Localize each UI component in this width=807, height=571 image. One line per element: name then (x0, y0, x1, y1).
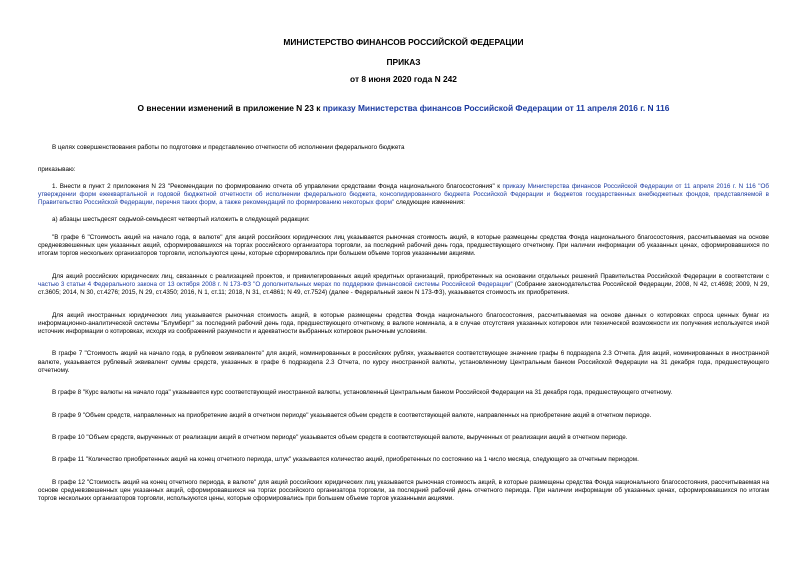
paragraph-projects-text: Для акций российских юридических лиц, связанных с реализацией проектов, и привилегированных акций кредитных организаций, приобретенных на основании отдельных решений Правительства Российской Федерации в соответствии с (52, 272, 769, 280)
paragraph-projects-tail: (Собрание законодательства Российской Федерации, 2008, N 42, ст.4698; 2009, N 29, ст.3605; 2014, N 30, ст.4276; 2015, N 29, ст.4350; 2016, N 1, ст.11; 2018, N 31, ст.4861; N 49, ст.7524) (далее - Федеральный закон N 173-ФЗ), указывается стоимость их приобретения. (38, 280, 769, 297)
document-body (38, 144, 769, 503)
ministry-heading: МИНИСТЕРСТВО ФИНАНСОВ РОССИЙСКОЙ ФЕДЕРАЦИИ (283, 37, 524, 47)
paragraph-column-8: В графе 8 "Курс валюты на начало года" указывается курс соответствующей иностранной валюты, установленный Центральным банком Российской Федерации на 31 декабря года, предшествующего отчетному. (52, 389, 673, 397)
paragraph-order: приказываю: (38, 166, 76, 174)
paragraph-column-12: В графе 12 "Стоимость акций на конец отчетного периода, в валюте" для акций российских юридических лиц указывается рыночная стоимость акций, в которые размещены средства Фонда национального благосостояния, рассчитываемая на основе средневзвешенных цен указанных акций, сформировавшихся на торгах российского организатора торговли, за последний рабочий день отчетного периода. При наличии информации об указанных ценах, сформировавшихся по итогам торгов нескольких организаторов торговли, используются цены, которые сформировались при большем объеме торгов указанными акциями. (38, 478, 769, 503)
date-number: от 8 июня 2020 года N 242 (350, 74, 457, 84)
paragraph-item-1-tail: следующие изменения: (394, 199, 466, 207)
paragraph-column-6: "В графе 6 "Стоимость акций на начало года, в валюте" для акций российских юридических лиц указывается рыночная стоимость акций, в которые размещены средства Фонда национального благосостояния, рассчитываемая на основе средневзвешенных цен указанных акций, сформировавшихся на торгах российского организатора торговли, за последний рабочий день года, предшествующего отчетному. При наличии информации об указанных ценах, сформировавшихся по итогам торгов нескольких организаторов торговли, используются цены, которые сформировались при большем объеме торгов указанными акциями. (38, 233, 769, 258)
paragraph-column-10: В графе 10 "Объем средств, вырученных от реализации акций в отчетном периоде" указывается объем средств в соответствующей валюте, вырученных от реализации акций в отчетном периоде. (52, 433, 628, 441)
document-type: ПРИКАЗ (386, 57, 421, 67)
title-text: О внесении изменений в приложение N 23 к (137, 103, 323, 113)
federal-law-173-link[interactable]: частью 3 статьи 4 Федерального закона от 13 октября 2008 г. N 173-ФЗ "О дополнительных мерах по поддержке финансовой системы Российской Федерации" (38, 280, 513, 288)
paragraph-item-1 (38, 183, 769, 208)
paragraph-foreign: Для акций иностранных юридических лиц указывается рыночная стоимость акций, в которые размещены средства Фонда национального благосостояния, рассчитываемая на основе данных о котировках спроса ценных бумаг из информационно-аналитической системы "Блумберг" за последний рабочий день года, предшествующего отчетному, в валюте номинала, а в случае отсутствия указанных котировок или технической возможности их получения используется иной источник информации о котировках, исходя из соображений разумности и адекватности выбранных котировок рыночным условиям. (38, 311, 769, 336)
paragraph-column-7: В графе 7 "Стоимость акций на начало года, в рублевом эквиваленте" для акций, номинированных в российских рублях, указывается соответствующее значение графы 6 подраздела 2.3 Отчета. Для акций, номинированных в иностранной валюте, указывается рублевый эквивалент суммы средств, указанных в графе 6 подраздела 2.3 Отчета, по курсу иностранной валюты, установленному Центральным банком Российской Федерации на 31 декабря года, предшествующего отчетному. (38, 350, 769, 375)
paragraph-subitem-a: а) абзацы шестьдесят седьмой-семьдесят четвертый изложить в следующей редакции: (52, 216, 310, 224)
paragraph-column-11: В графе 11 "Количество приобретенных акций на конец отчетного периода, штук" указывается количество акций, приобретенных по состоянию на 1 число месяца, следующего за отчетным периодом. (52, 456, 639, 464)
document-title (40, 103, 767, 113)
order-116-link[interactable]: приказу Министерства финансов Российской Федерации от 11 апреля 2016 г. N 116 "Об утверждении форм ежеквартальной и годовой бюджетной отчетности об исполнении федерального бюджета, консолидированного бюджета Российской Федерации и бюджетов государственных внебюджетных фондов, представляемой в Правительство Российской Федерации, перечня таких форм, а также рекомендаций по формированию некоторых форм" (38, 182, 770, 207)
paragraph-preamble: В целях совершенствования работы по подготовке и представлению отчетности об исполнении федерального бюджета (52, 144, 405, 151)
title-link[interactable]: приказу Министерства финансов Российской Федерации от 11 апреля 2016 г. N 116 (322, 103, 670, 113)
paragraph-projects (38, 273, 769, 298)
paragraph-column-9: В графе 9 "Объем средств, направленных на приобретение акций в отчетном периоде" указывается объем средств в соответствующей валюте, направленных на приобретение акций в отчетном периоде. (52, 411, 652, 419)
paragraph-item-1-text: 1. Внести в пункт 2 приложения N 23 "Рекомендации по формированию отчета об управлении средствами Фонда национального благосостояния" к (52, 182, 503, 190)
